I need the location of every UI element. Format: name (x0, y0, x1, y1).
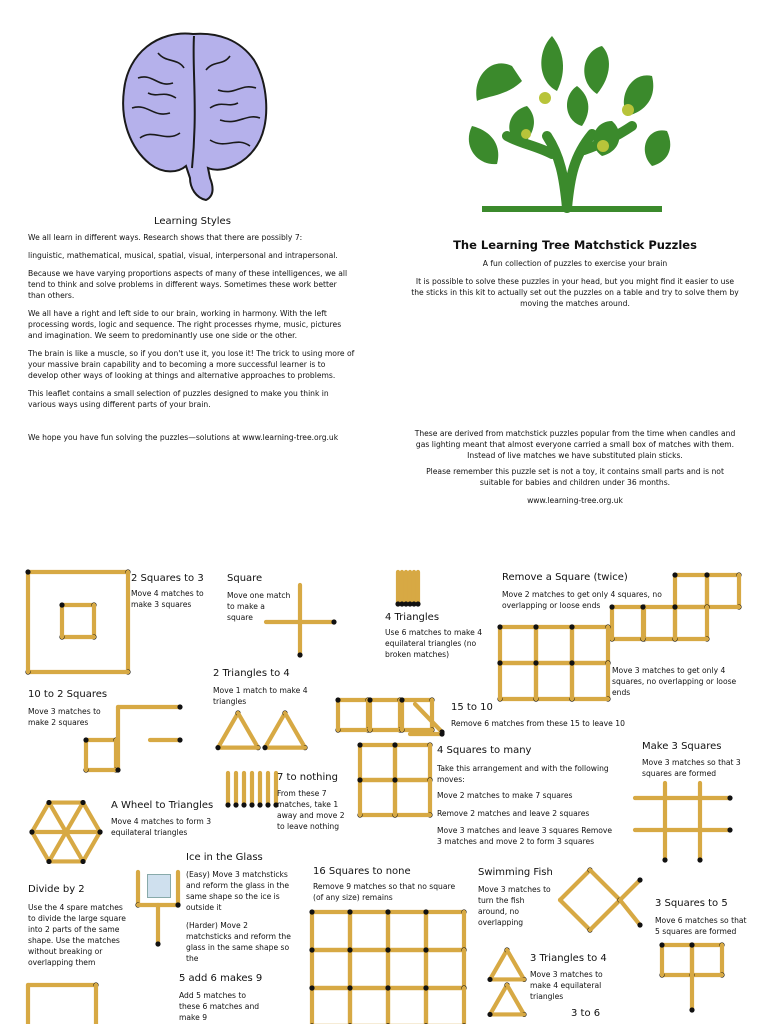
matchstick (218, 713, 238, 748)
match-head (423, 985, 428, 990)
puzzle-title: 3 Triangles to 4 (530, 953, 607, 964)
match-head (569, 624, 574, 629)
puzzle-text: Move 6 matches so that 5 squares are formed (655, 916, 747, 936)
matchstick (285, 713, 305, 748)
matchstick (83, 832, 100, 861)
puzzle-title: Remove a Square (twice) (502, 572, 628, 583)
match-head (662, 857, 667, 862)
match-head (249, 802, 254, 807)
puzzle-text: Take this arrangement and with the following moves: (437, 764, 609, 784)
learning-styles-heading: Learning Styles (154, 216, 231, 227)
puzzle-text: Move 4 matches to make 3 squares (131, 589, 204, 609)
match-head (423, 947, 428, 952)
match-head (392, 777, 397, 782)
match-head (80, 800, 85, 805)
puzzle-text: Move 4 matches to form 3 equilateral triangles (111, 817, 212, 837)
puzzle-title: 4 Squares to many (437, 745, 532, 756)
match-head (704, 572, 709, 577)
puzzle-text: (Easy) Move 3 matchsticks and reform the glass in the same shape so the ice is outside it (186, 870, 290, 912)
match-head (347, 985, 352, 990)
match-head (29, 829, 34, 834)
match-head (357, 742, 362, 747)
warning-text: Please remember this puzzle set is not a toy, it contains small parts and is not suitable for babies and children under 36 months. (426, 467, 724, 487)
match-head (385, 947, 390, 952)
matchstick (32, 803, 49, 832)
matchstick (590, 900, 620, 930)
match-head (80, 859, 85, 864)
puzzle-text: Remove 2 matches and leave 2 squares (437, 809, 590, 818)
match-head (83, 737, 88, 742)
match-head (331, 619, 336, 624)
matchstick (265, 713, 285, 748)
puzzle-text: Move 2 matches to make 7 squares (437, 791, 573, 800)
website-url: www.learning-tree.org.uk (527, 496, 623, 505)
match-head (241, 802, 246, 807)
match-head (487, 977, 492, 982)
match-head (177, 737, 182, 742)
puzzle-text: Add 5 matches to these 6 matches and make 9 (179, 991, 260, 1022)
match-head (497, 624, 502, 629)
match-head (385, 909, 390, 914)
puzzle-title: 3 to 6 (571, 1008, 601, 1019)
match-head (423, 909, 428, 914)
matchstick (490, 985, 507, 1014)
match-head (175, 902, 180, 907)
puzzle-text: Move 3 matches and leave 3 squares Remove 3 matches and move 2 to form 3 squares (437, 826, 613, 846)
match-head (233, 802, 238, 807)
match-head (637, 877, 642, 882)
match-head (25, 569, 30, 574)
match-head (177, 704, 182, 709)
match-head (727, 827, 732, 832)
match-head (727, 795, 732, 800)
match-head (497, 660, 502, 665)
match-head (347, 947, 352, 952)
match-head (637, 922, 642, 927)
match-head (262, 745, 267, 750)
match-head (672, 572, 677, 577)
match-head (155, 941, 160, 946)
match-head (569, 660, 574, 665)
puzzle-title: 4 Triangles (385, 612, 440, 623)
match-head (439, 731, 444, 736)
match-head (367, 697, 372, 702)
matchstick (620, 880, 640, 900)
match-head (659, 942, 664, 947)
puzzle-text: Use the 4 spare matches to divide the large square into 2 parts of the same shape. Use the matches without breaking or overlapping them (28, 903, 126, 967)
match-head (487, 1012, 492, 1017)
match-head (399, 697, 404, 702)
match-head (689, 942, 694, 947)
match-head (689, 1007, 694, 1012)
match-head (392, 742, 397, 747)
matchstick (560, 870, 590, 900)
match-head (357, 777, 362, 782)
puzzle-title: 10 to 2 Squares (28, 689, 108, 700)
puzzle-text: Remove 6 matches from these 15 to leave 10 (451, 719, 625, 728)
match-head (309, 947, 314, 952)
match-head (46, 859, 51, 864)
puzzle-title: 2 Squares to 3 (131, 573, 204, 584)
match-head (672, 604, 677, 609)
puzzle-title: 7 to nothing (277, 772, 338, 783)
match-head (59, 602, 64, 607)
puzzle-text: Move 3 matches so that 3 squares are formed (642, 758, 741, 778)
match-head (309, 909, 314, 914)
match-head (297, 652, 302, 657)
match-head (115, 767, 120, 772)
match-head (215, 745, 220, 750)
match-head (46, 800, 51, 805)
matchstick (415, 704, 442, 732)
puzzle-title: Ice in the Glass (186, 852, 263, 863)
closing-note: We hope you have fun solving the puzzles—solutions at www.learning-tree.org.uk (28, 433, 339, 442)
matchstick (49, 803, 66, 832)
paragraph: Because we have varying proportions aspects of many of these intelligences, we all tend to think and solve problems in different ways. Sometimes these work better than others. (28, 269, 348, 300)
puzzle-title: A Wheel to Triangles (111, 800, 214, 811)
paragraph: We all learn in different ways. Research shows that there are possibly 7: (28, 233, 303, 242)
match-head (697, 857, 702, 862)
match-head (533, 624, 538, 629)
matchstick (66, 832, 83, 861)
match-head (533, 660, 538, 665)
paragraph: This leaflet contains a small selection of puzzles designed to make you think in various ways using different parts of your brain. (28, 389, 329, 409)
puzzle-text: Move 2 matches to get only 4 squares, no overlapping or loose ends (502, 590, 662, 610)
matchstick (620, 900, 640, 925)
puzzle-text: From these 7 matches, take 1 away and move 2 to leave nothing (277, 789, 345, 831)
ice-cube-icon (147, 874, 171, 898)
matchstick (49, 832, 66, 861)
page-title: The Learning Tree Matchstick Puzzles (453, 238, 697, 252)
puzzle-text: Move one match to make a square (227, 591, 291, 622)
match-head (415, 601, 420, 606)
matchstick (32, 832, 49, 861)
puzzle-text: Use 6 matches to make 4 equilateral triangles (no broken matches) (385, 628, 483, 659)
match-head (265, 802, 270, 807)
puzzle-title: Swimming Fish (478, 867, 553, 878)
puzzle-title: Make 3 Squares (642, 741, 722, 752)
subtitle: A fun collection of puzzles to exercise your brain (482, 259, 668, 268)
matchstick (560, 900, 590, 930)
match-head (309, 985, 314, 990)
paragraph: linguistic, mathematical, musical, spatial, visual, interpersonal and intrapersonal. (28, 251, 338, 260)
puzzle-text: Remove 9 matches so that no square (of any size) remains (313, 882, 456, 902)
puzzle-text: Move 3 matches to turn the fish around, no overlapping (478, 885, 551, 927)
match-head (97, 829, 102, 834)
intro-text: It is possible to solve these puzzles in your head, but you might find it easier to use the sticks in this kit to actually set out the puzzles on a table and try to solve them by moving the matches around. (411, 277, 739, 308)
matchstick (507, 985, 524, 1014)
puzzle-title: Square (227, 573, 263, 584)
history-text: These are derived from matchstick puzzles popular from the time when candles and gas lighting meant that almost everyone carried a small box of matches with them. Instead of live matches we have substituted plain sticks. (414, 429, 736, 460)
matchstick (66, 803, 83, 832)
puzzle-title: 2 Triangles to 4 (213, 668, 290, 679)
paragraph: The brain is like a muscle, so if you don't use it, you lose it! The trick to using more of your massive brain capability and to becoming a more successful learner is to develop other ways of looking at things and alternative approaches to problems. (28, 349, 355, 380)
matchstick (238, 713, 258, 748)
puzzle-title: 15 to 10 (451, 702, 493, 713)
puzzle-text: Move 3 matches to make 2 squares (28, 707, 101, 727)
match-head (257, 802, 262, 807)
match-head (385, 985, 390, 990)
puzzle-title: 3 Squares to 5 (655, 898, 728, 909)
match-head (347, 909, 352, 914)
puzzle-text: Move 3 matches to get only 4 squares, no overlapping or loose ends (612, 666, 737, 697)
matchstick (507, 950, 524, 979)
puzzle-text: Move 1 match to make 4 triangles (213, 686, 308, 706)
matchstick (590, 870, 620, 900)
puzzle-text: (Harder) Move 2 matchsticks and reform the glass in the same shape so the (186, 921, 291, 963)
puzzle-text: Move 3 matches to make 4 equilateral triangles (530, 970, 603, 1001)
puzzle-title: 16 Squares to none (313, 866, 411, 877)
match-head (335, 697, 340, 702)
paragraph: We all have a right and left side to our brain, working in harmony. With the left processing words, logic and sequence. The right processes rhyme, music, pictures and imagination. We seem to predominantly use one side or the other. (28, 309, 342, 340)
puzzle-title: 5 add 6 makes 9 (179, 973, 263, 984)
matchstick (490, 950, 507, 979)
puzzle-title: Divide by 2 (28, 884, 85, 895)
matchstick (83, 803, 100, 832)
match-head (225, 802, 230, 807)
